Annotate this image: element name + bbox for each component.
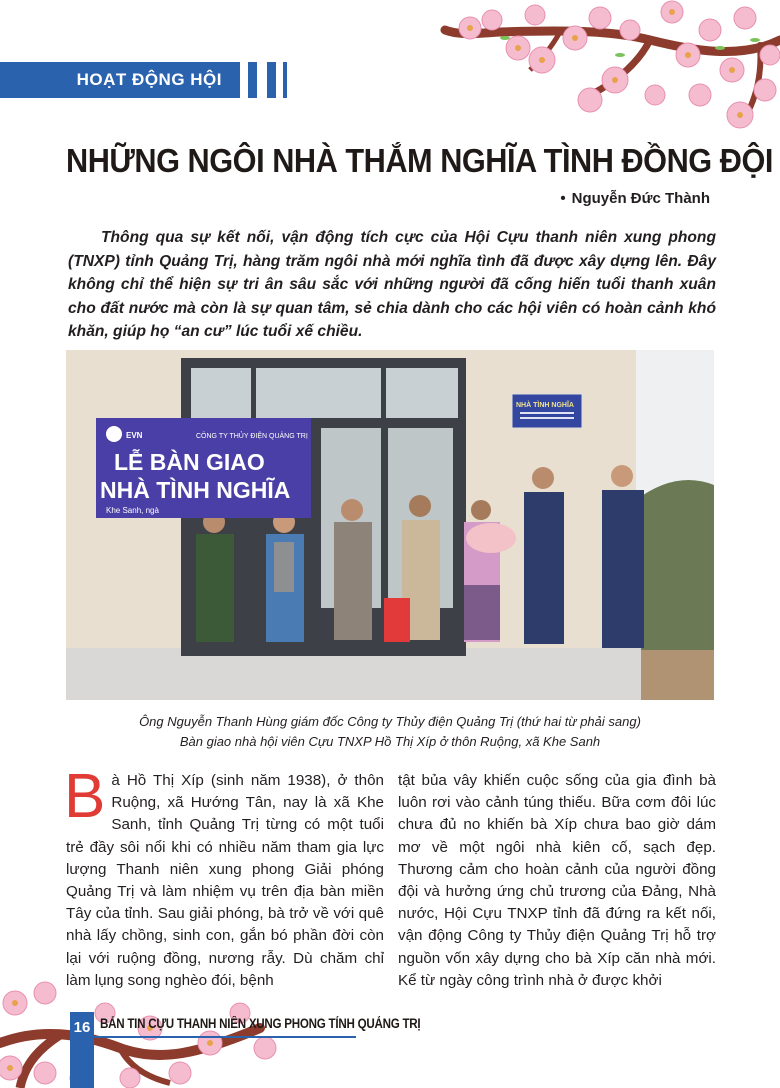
publication-title: BẢN TIN CỰU THANH NIÊN XUNG PHONG TỈNH QUẢNG TRỊ <box>100 1016 421 1031</box>
banner-place: Khe Sanh, ngà <box>106 506 159 515</box>
page-number: 16 <box>70 1012 94 1088</box>
section-header <box>0 62 240 98</box>
body-column-left <box>64 762 384 992</box>
banner-line2: NHÀ TÌNH NGHĨA <box>100 477 291 503</box>
body-column-right <box>398 770 716 992</box>
cherry-blossom-decoration-top <box>440 0 780 150</box>
header-stripe <box>283 62 287 98</box>
caption-line-2: Bàn giao nhà hội viên Cựu TNXP Hồ Thị Xíp ở thôn Ruộng, xã Khe Sanh <box>179 734 601 749</box>
section-label: HOẠT ĐỘNG HỘI <box>76 70 222 89</box>
article-title: NHỮNG NGÔI NHÀ THẮM NGHĨA TÌNH ĐỒNG ĐỘI <box>66 142 773 179</box>
body-text-left: à Hồ Thị Xíp (sinh năm 1938), ở thôn Ruộng, xã Hướng Tân, nay là xã Khe Sanh, tỉnh Quảng Trị từng có một tuổi trẻ đầy sôi nổi khi có nhiều năm tham gia lực lượng Thanh niên xung phong Giải phóng Quảng Trị và làm nhiệm vụ trên địa bàn miền Tây của tỉnh. Sau giải phóng, bà trở về với quê nhà lấy chồng, sinh con, gắn bó phần đời còn lại với ruộng đồng, nương rẫy. Dù chăm chỉ làm lụng song nghèo đói, bệnh <box>66 772 384 989</box>
article-author <box>560 190 710 207</box>
lead-text: Thông qua sự kết nối, vận động tích cực của Hội Cựu thanh niên xung phong (TNXP) tỉnh Quảng Trị, hàng trăm ngôi nhà mới nghĩa tình đã được xây dựng lên. Đây không chỉ thể hiện sự tri ân sâu sắc với những người đã cống hiến tuổi thanh xuân cho đất nước mà còn là sự quan tâm, sẻ chia dành cho các hội viên có hoàn cảnh khó khăn, giúp họ “an cư” lúc tuổi xế chiều. <box>68 229 716 340</box>
banner-company: CÔNG TY THỦY ĐIỆN QUẢNG TRỊ <box>196 433 308 440</box>
header-stripe <box>248 62 257 98</box>
caption-line-1: Ông Nguyễn Thanh Hùng giám đốc Công ty Thủy điện Quảng Trị (thứ hai từ phải sang) <box>139 714 641 729</box>
header-stripe <box>267 62 276 98</box>
article-lead <box>68 226 716 344</box>
banner-line1: LỄ BÀN GIAO <box>114 449 265 475</box>
drop-cap: B <box>64 762 106 831</box>
photo-illustration <box>66 350 714 700</box>
banner-brand: EVN <box>126 431 143 440</box>
author-bullet: • <box>560 190 566 207</box>
photo-caption <box>66 712 714 752</box>
footer-rule <box>94 1036 356 1038</box>
plaque-title: NHÀ TÌNH NGHĨA <box>516 402 574 409</box>
author-name: Nguyễn Đức Thành <box>571 190 710 207</box>
body-text-right: tật bủa vây khiến cuộc sống của gia đình bà luôn rơi vào cảnh túng thiếu. Bữa cơm đôi lúc chưa đủ no khiến bà Xíp chưa bao giờ dám mơ về một ngôi nhà kiên cố, sạch đẹp. Thương cảm cho hoàn cảnh của người đồng đội và hưởng ứng chủ trương của Đảng, Nhà nước, Hội Cựu TNXP tỉnh đã đứng ra kết nối, vận động Công ty Thủy điện Quảng Trị hỗ trợ nguồn vốn xây dựng cho bà Xíp căn nhà mới. Kể từ ngày công trình nhà ở được khởi <box>398 772 716 989</box>
article-photo <box>66 350 714 700</box>
